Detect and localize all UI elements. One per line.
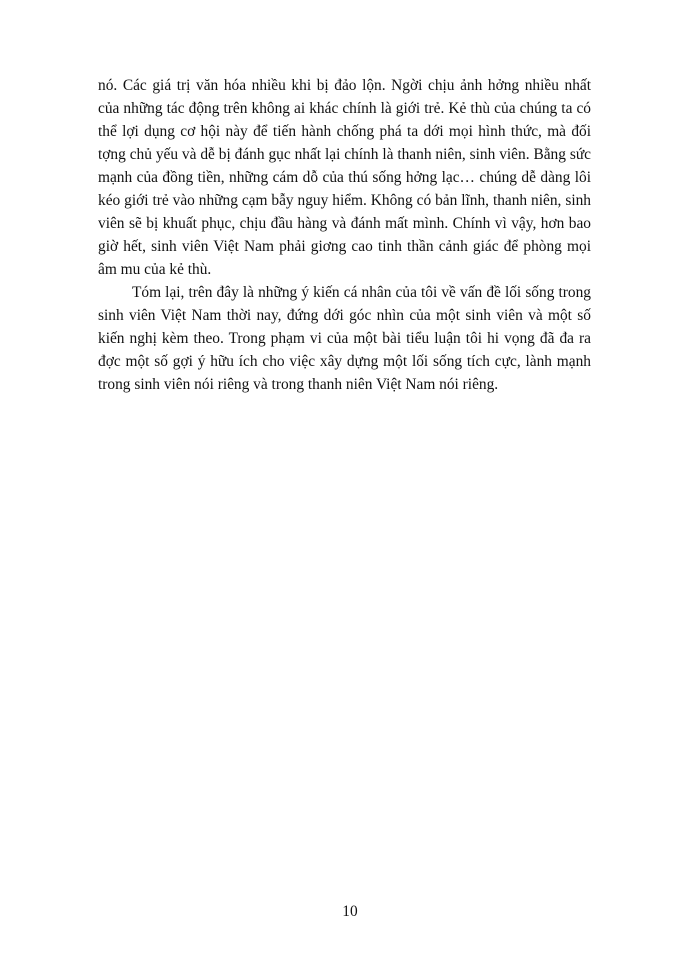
text-line: viên sẽ bị khuất phục, chịu đầu hàng và đánh mất mình. Chính vì vậy, hơn bao bbox=[98, 215, 591, 232]
text-line: nó. Các giá trị văn hóa nhiều khi bị đảo lộn. Ngời chịu ảnh hởng nhiều nhất bbox=[98, 77, 591, 94]
text-line: tợng chủ yếu và dễ bị đánh gục nhất lại chính là thanh niên, sinh viên. Bằng sức bbox=[98, 146, 591, 163]
paragraph-2 bbox=[98, 281, 591, 396]
text-line: mạnh của đồng tiền, những cám dỗ của thú sống hởng lạc… chúng dễ dàng lôi bbox=[98, 169, 591, 186]
page-number: 10 bbox=[342, 903, 358, 920]
paragraph-1 bbox=[98, 74, 591, 281]
document-body bbox=[98, 74, 591, 396]
text-line: kiến nghị kèm theo. Trong phạm vi của một bài tiểu luận tôi hi vọng đã đa ra bbox=[98, 330, 591, 347]
text-line: kéo giới trẻ vào những cạm bẫy nguy hiểm. Không có bản lĩnh, thanh niên, sinh bbox=[98, 192, 591, 209]
text-line: Tóm lại, trên đây là những ý kiến cá nhân của tôi về vấn đề lối sống trong bbox=[132, 284, 591, 301]
text-line: giờ hết, sinh viên Việt Nam phải giơng cao tinh thần cảnh giác để phòng mọi bbox=[98, 238, 591, 255]
text-line: trong sinh viên nói riêng và trong thanh niên Việt Nam nói riêng. bbox=[98, 376, 499, 393]
text-line: âm mu của kẻ thù. bbox=[98, 261, 212, 278]
text-line: đợc một số gợi ý hữu ích cho việc xây dựng một lối sống tích cực, lành mạnh bbox=[98, 353, 591, 370]
text-line: sinh viên Việt Nam thời nay, đứng dới góc nhìn của một sinh viên và một số bbox=[98, 307, 591, 324]
text-line: thể lợi dụng cơ hội này để tiến hành chống phá ta dới mọi hình thức, mà đối bbox=[98, 123, 591, 140]
text-line: của những tác động trên không ai khác chính là giới trẻ. Kẻ thù của chúng ta có bbox=[98, 100, 591, 117]
